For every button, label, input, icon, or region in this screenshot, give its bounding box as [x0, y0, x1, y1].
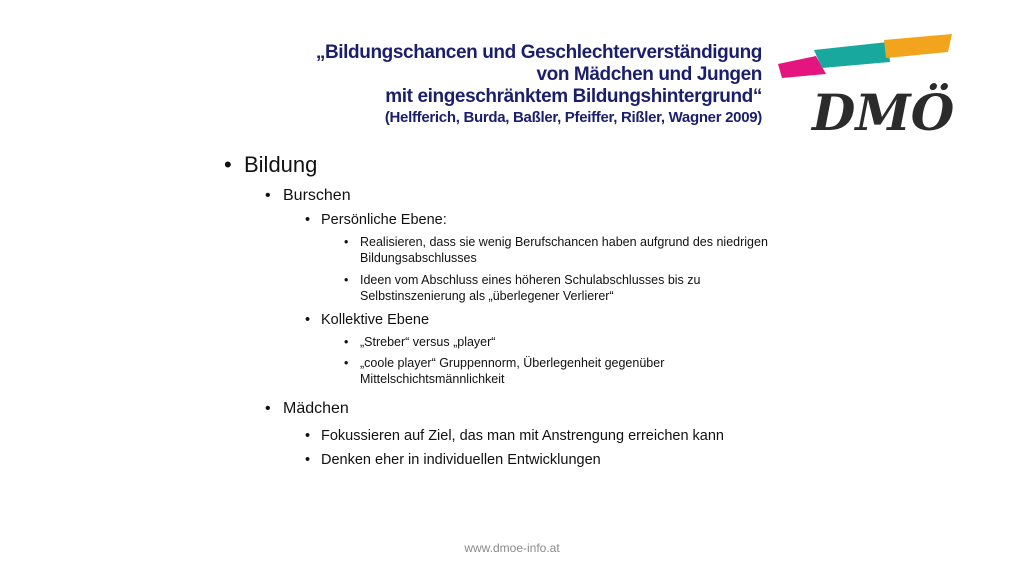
bullet-realisieren	[360, 235, 768, 266]
bullet-ideen	[360, 273, 700, 304]
footer-url: www.dmoe-info.at	[464, 541, 560, 555]
realisieren-line-1: • Realisieren, dass sie wenig Berufschancen haben aufgrund des niedrigen	[360, 235, 768, 249]
bullet-maedchen: • Mädchen	[283, 399, 349, 419]
coole-player-line-2: Mittelschichtsmännlichkeit	[360, 371, 505, 386]
title-line-2: von Mädchen und Jungen	[536, 64, 762, 85]
ideen-line-1: • Ideen vom Abschluss eines höheren Schulabschlusses bis zu	[360, 273, 701, 287]
coole-player-line-1: • „coole player“ Gruppennorm, Überlegenheit gegenüber	[360, 356, 665, 370]
logo-orange-stroke	[884, 34, 952, 58]
logo-lettering: DMÖ	[812, 83, 954, 142]
logo-teal-stroke	[814, 42, 890, 68]
title-line-3: mit eingeschränktem Bildungshintergrund“	[385, 86, 762, 107]
bullet-coole-player	[360, 356, 664, 387]
realisieren-line-2: Bildungsabschlusses	[360, 250, 477, 265]
bullet-denken: • Denken eher in individuellen Entwicklungen	[321, 451, 601, 469]
title-line-1: „Bildungschancen und Geschlechterverständigung	[315, 42, 762, 63]
bullet-burschen: • Burschen	[283, 186, 351, 206]
bullet-streber: • „Streber“ versus „player“	[360, 335, 495, 351]
bullet-kollektive-ebene: • Kollektive Ebene	[321, 311, 429, 329]
dmoe-logo	[776, 30, 954, 142]
slide-title	[316, 42, 762, 128]
title-authors: (Helfferich, Burda, Baßler, Pfeiffer, Rißler, Wagner 2009)	[384, 109, 762, 126]
bullet-fokussieren: • Fokussieren auf Ziel, das man mit Anstrengung erreichen kann	[321, 427, 724, 445]
ideen-line-2: Selbstinszenierung als „überlegener Verlierer“	[360, 288, 614, 303]
bullet-bildung: • Bildung	[244, 152, 317, 178]
bullet-persoenliche-ebene: • Persönliche Ebene:	[321, 211, 447, 229]
